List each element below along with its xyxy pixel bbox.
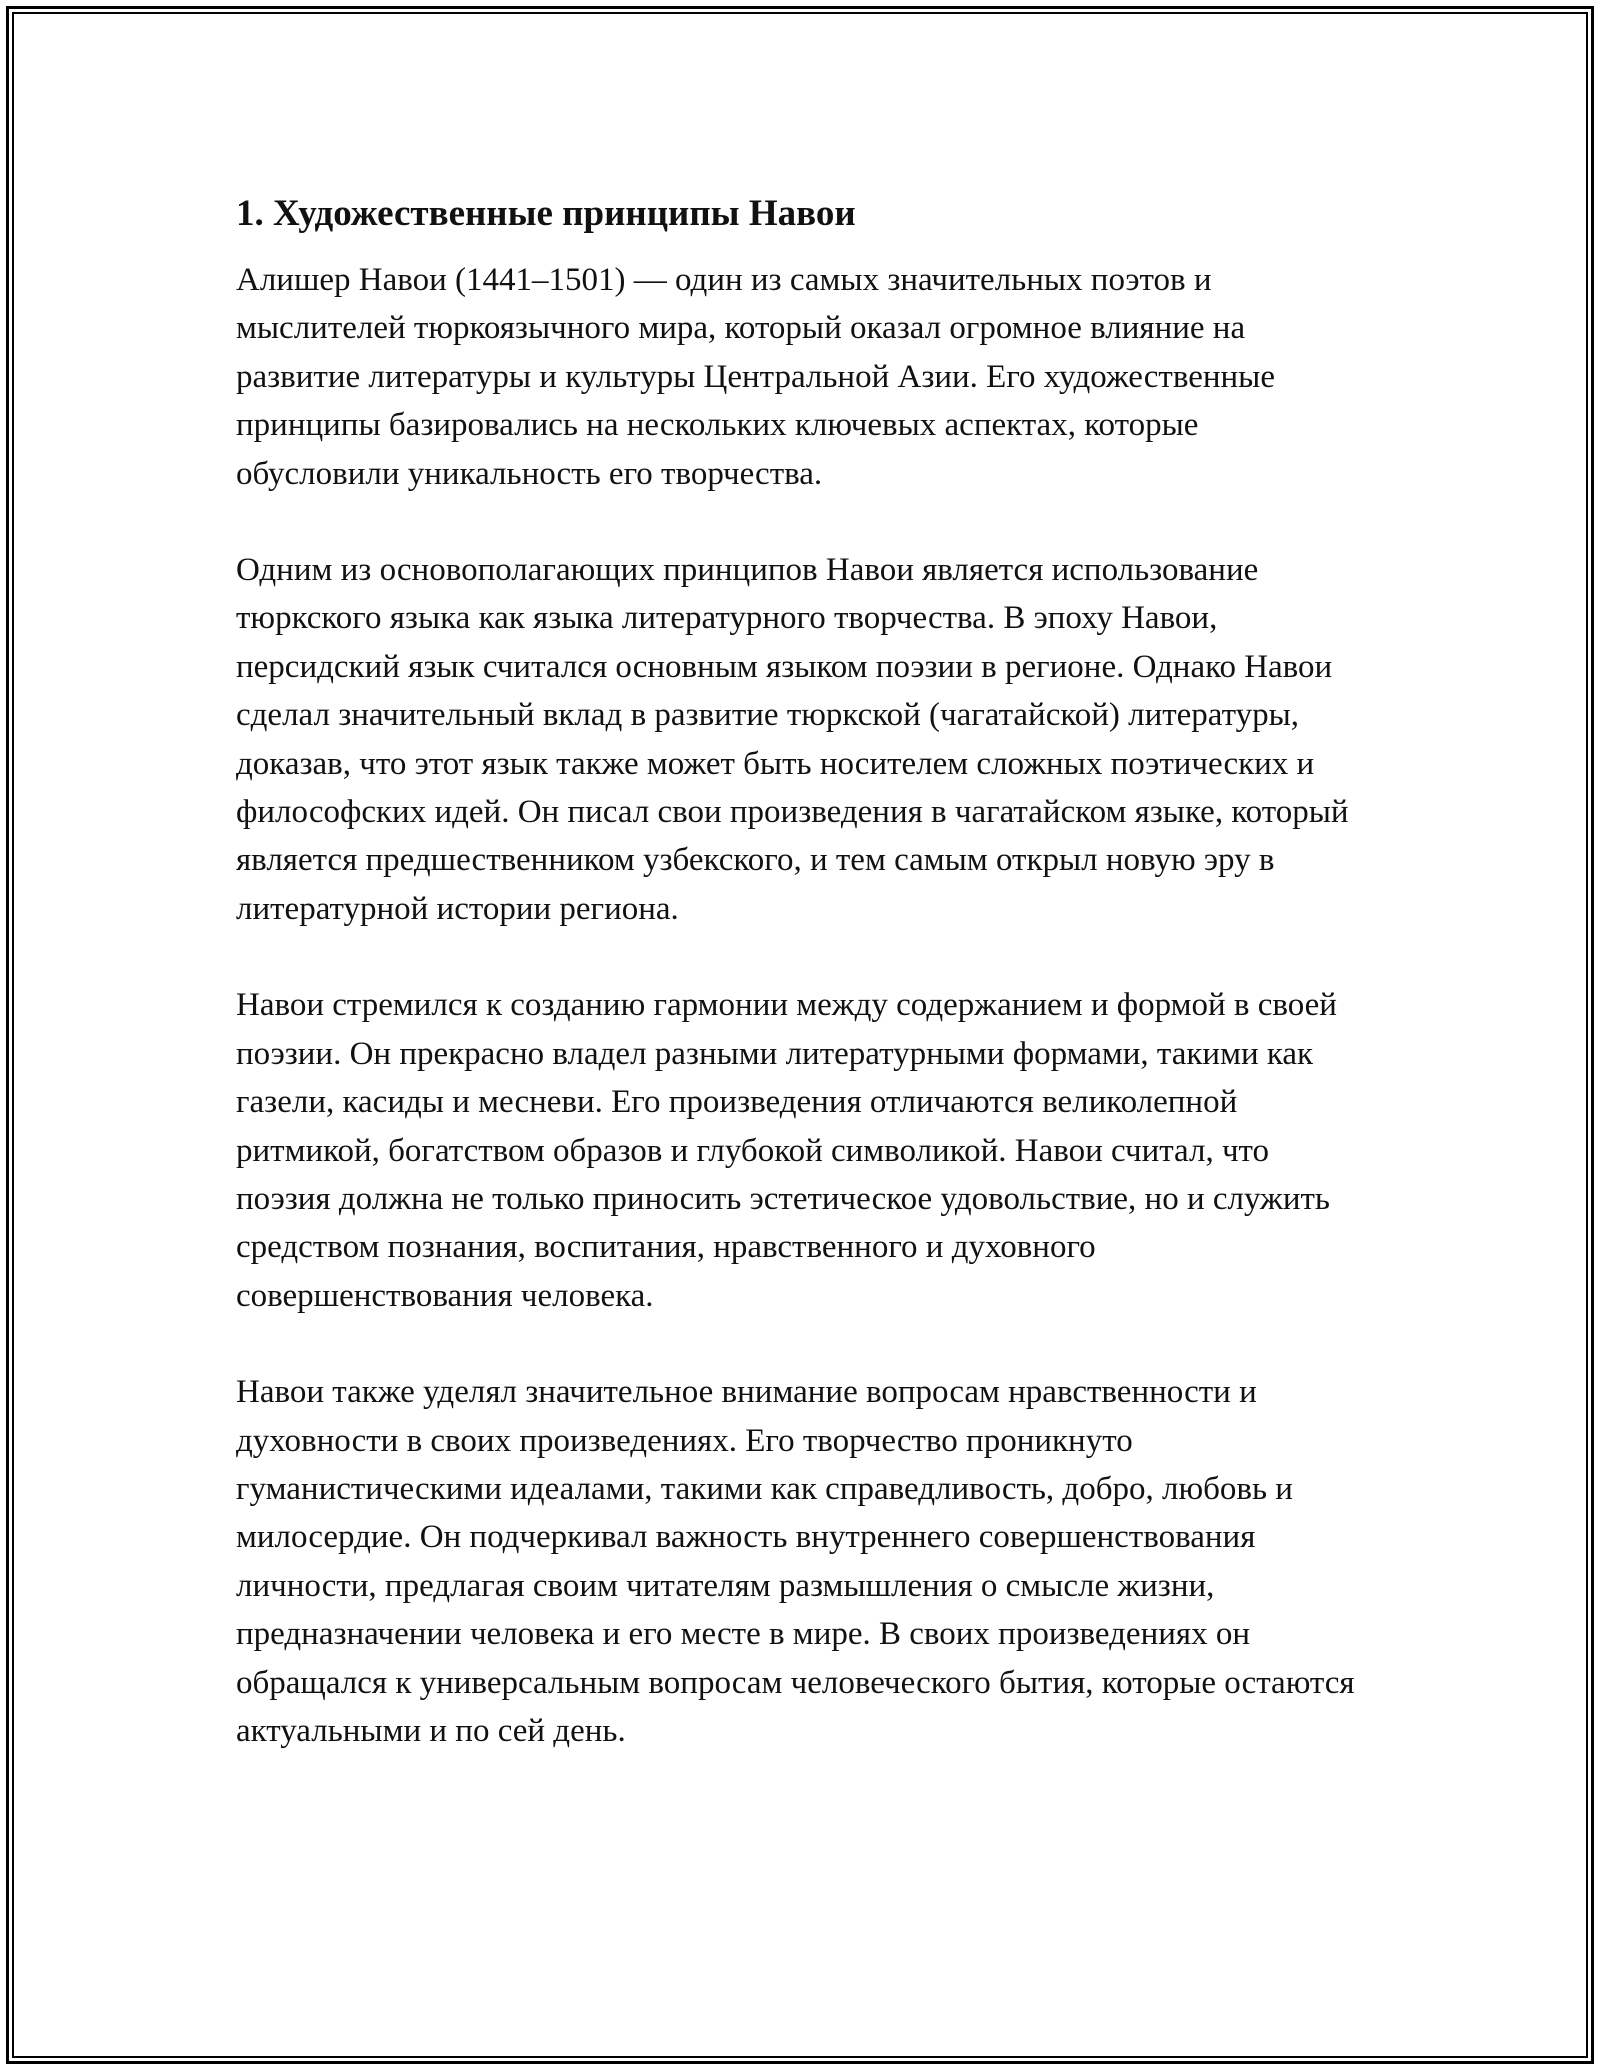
document-body (236, 190, 1366, 1803)
section-heading: 1. Художественные принципы Навои (236, 193, 856, 234)
paragraph-form-content: Навои стремился к созданию гармонии между содержанием и формой в своей поэзии. Он прекрасно владел разными литературными формами, такими как газели, касиды и месневи. Его произведения отличаются великолепной ритмикой, богатством образов и глубокой символикой. Навои считал, что поэзия должна не только приносить эстетическое удовольствие, но и служить средством познания, воспитания, нравственного и духовного совершенствования человека. (236, 987, 1337, 1314)
paragraph-morality: Навои также уделял значительное внимание вопросам нравственности и духовности в своих произведениях. Его творчество проникнуто гуманистическими идеалами, такими как справедливость, добро, любовь и милосердие. Он подчеркивал важность внутреннего совершенствования личности, предлагая своим читателям размышления о смысле жизни, предназначении человека и его месте в мире. В своих произведениях он обращался к универсальным вопросам человеческого бытия, которые остаются актуальными и по сей день. (236, 1374, 1355, 1749)
paragraph-intro: Алишер Навои (1441–1501) — один из самых значительных поэтов и мыслителей тюркоязычного мира, который оказал огромное влияние на развитие литературы и культуры Центральной Азии. Его художественные принципы базировались на нескольких ключевых аспектах, которые обусловили уникальность его творчества. (236, 262, 1276, 492)
paragraph-turkic-language: Одним из основополагающих принципов Навои является использование тюркского языка как языка литературного творчества. В эпоху Навои, персидский язык считался основным языком поэзии в регионе. Однако Навои сделал значительный вклад в развитие тюркской (чагатайской) литературы, доказав, что этот язык также может быть носителем сложных поэтических и философских идей. Он писал свои произведения в чагатайском языке, который является предшественником узбекского, и тем самым открыл новую эру в литературной истории региона. (236, 552, 1349, 927)
